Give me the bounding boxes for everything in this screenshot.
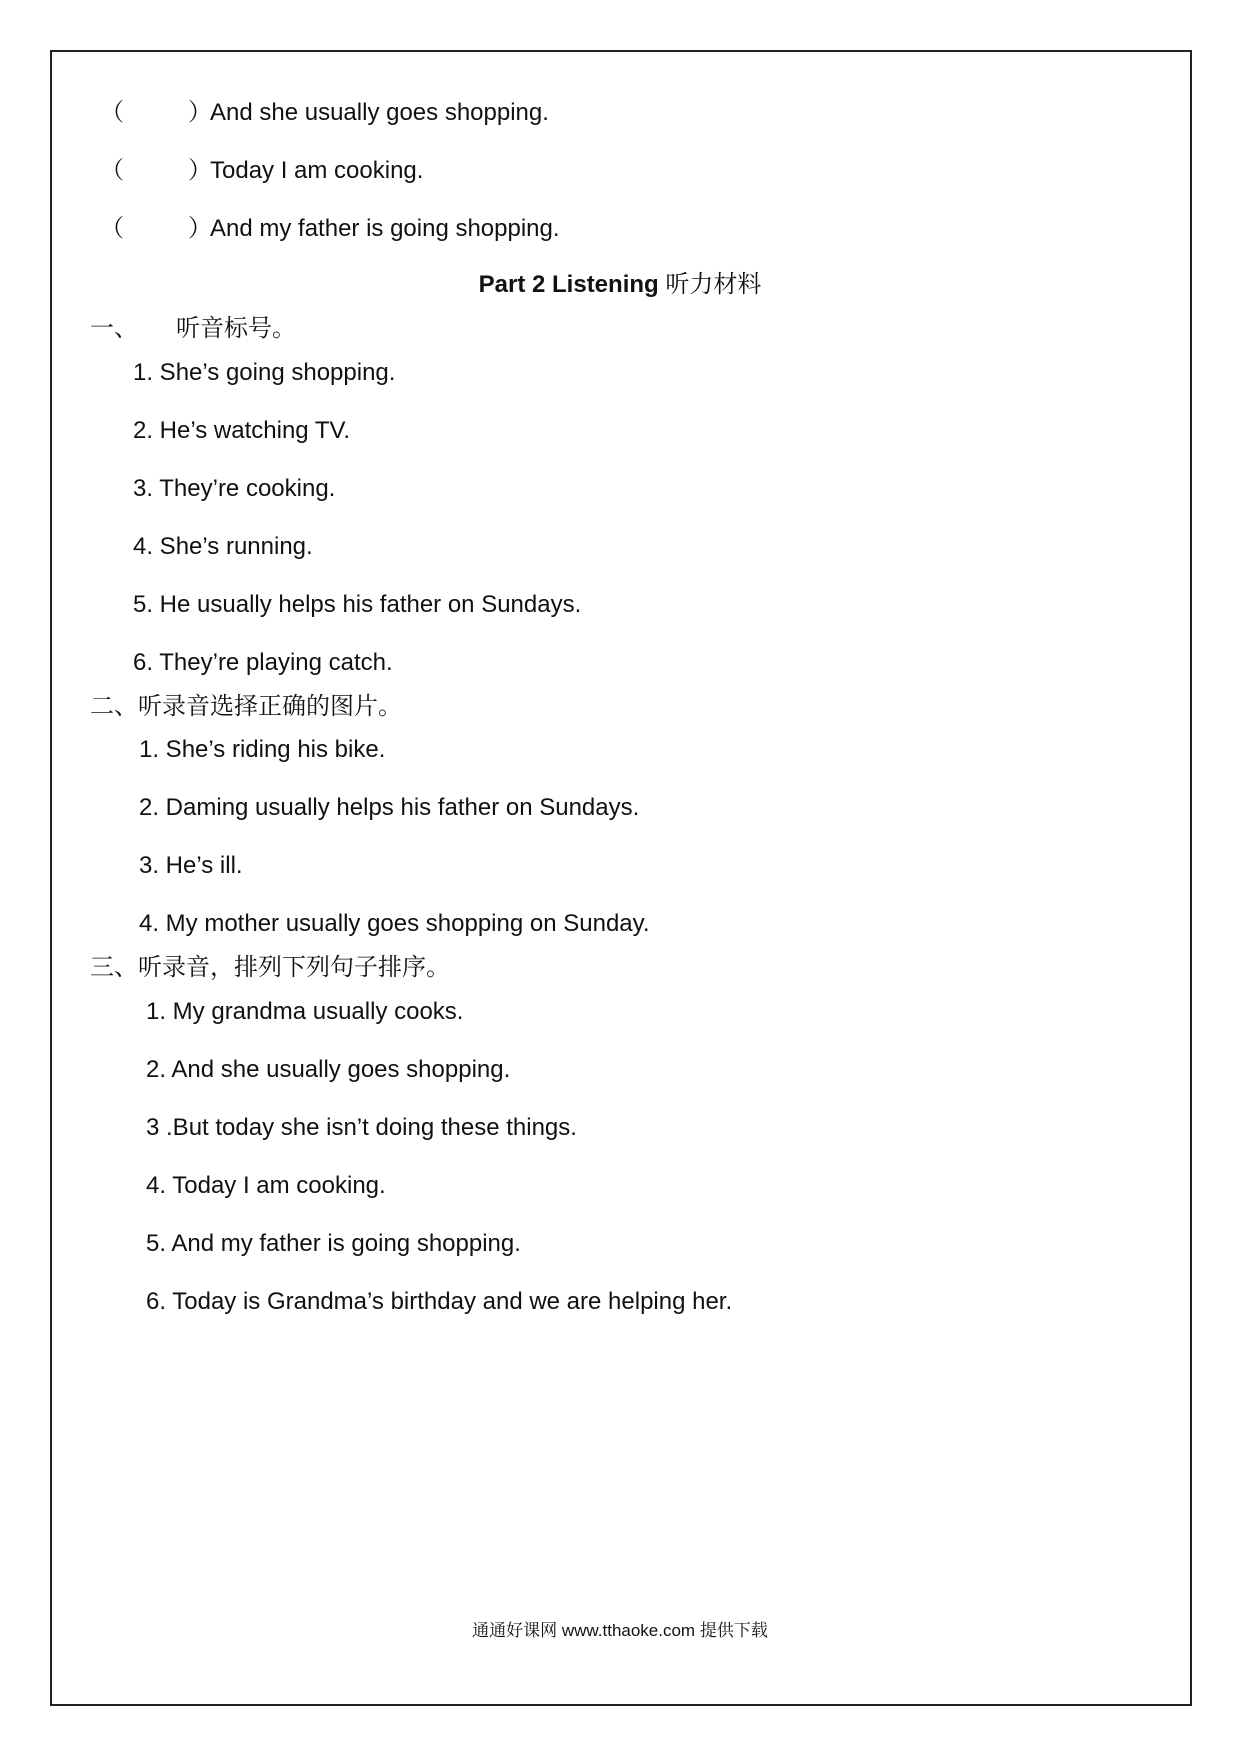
section-heading: 三、听录音，排列下列句子排序。 [90, 954, 450, 981]
item-text: And my father is going shopping. [210, 215, 560, 242]
section-title: 听音标号。 [176, 315, 296, 342]
part-title [0, 270, 1240, 300]
close-bracket: ） [188, 157, 212, 184]
close-bracket: ） [188, 215, 212, 242]
list-item: 2. Daming usually helps his father on Sundays. [139, 794, 640, 821]
list-item: 5. He usually helps his father on Sundays. [133, 591, 582, 618]
list-item: 1. She’s going shopping. [133, 359, 396, 386]
list-item: 4. My mother usually goes shopping on Sunday. [139, 910, 650, 937]
section-heading: 二、听录音选择正确的图片。 [90, 693, 402, 720]
ordering-item [100, 214, 560, 244]
ordering-item [100, 98, 549, 128]
section-number: 一、 [90, 315, 138, 342]
item-text: Today I am cooking. [210, 157, 424, 184]
list-item: 3. He’s ill. [139, 852, 243, 879]
footer-text: 通通好课网 www.tthaoke.com 提供下载 [472, 1621, 768, 1640]
open-bracket: （ [100, 215, 124, 242]
list-item: 5. And my father is going shopping. [146, 1230, 521, 1257]
list-item: 1. She’s riding his bike. [139, 736, 386, 763]
close-bracket: ） [188, 99, 212, 126]
list-item: 6. Today is Grandma’s birthday and we are helping her. [146, 1288, 733, 1315]
part-title-cn: 听力材料 [665, 271, 762, 298]
section-heading [90, 314, 296, 344]
list-item: 2. He’s watching TV. [133, 417, 351, 444]
list-item: 2. And she usually goes shopping. [146, 1056, 511, 1083]
open-bracket: （ [100, 99, 124, 126]
list-item: 6. They’re playing catch. [133, 649, 393, 676]
list-item: 1. My grandma usually cooks. [146, 998, 464, 1025]
item-text: And she usually goes shopping. [210, 99, 549, 126]
list-item: 4. Today I am cooking. [146, 1172, 386, 1199]
part-title-bold: Part 2 Listening [478, 271, 659, 298]
list-item: 3 .But today she isn’t doing these things. [146, 1114, 577, 1141]
list-item: 4. She’s running. [133, 533, 313, 560]
ordering-item [100, 156, 423, 186]
list-item: 3. They’re cooking. [133, 475, 336, 502]
open-bracket: （ [100, 157, 124, 184]
